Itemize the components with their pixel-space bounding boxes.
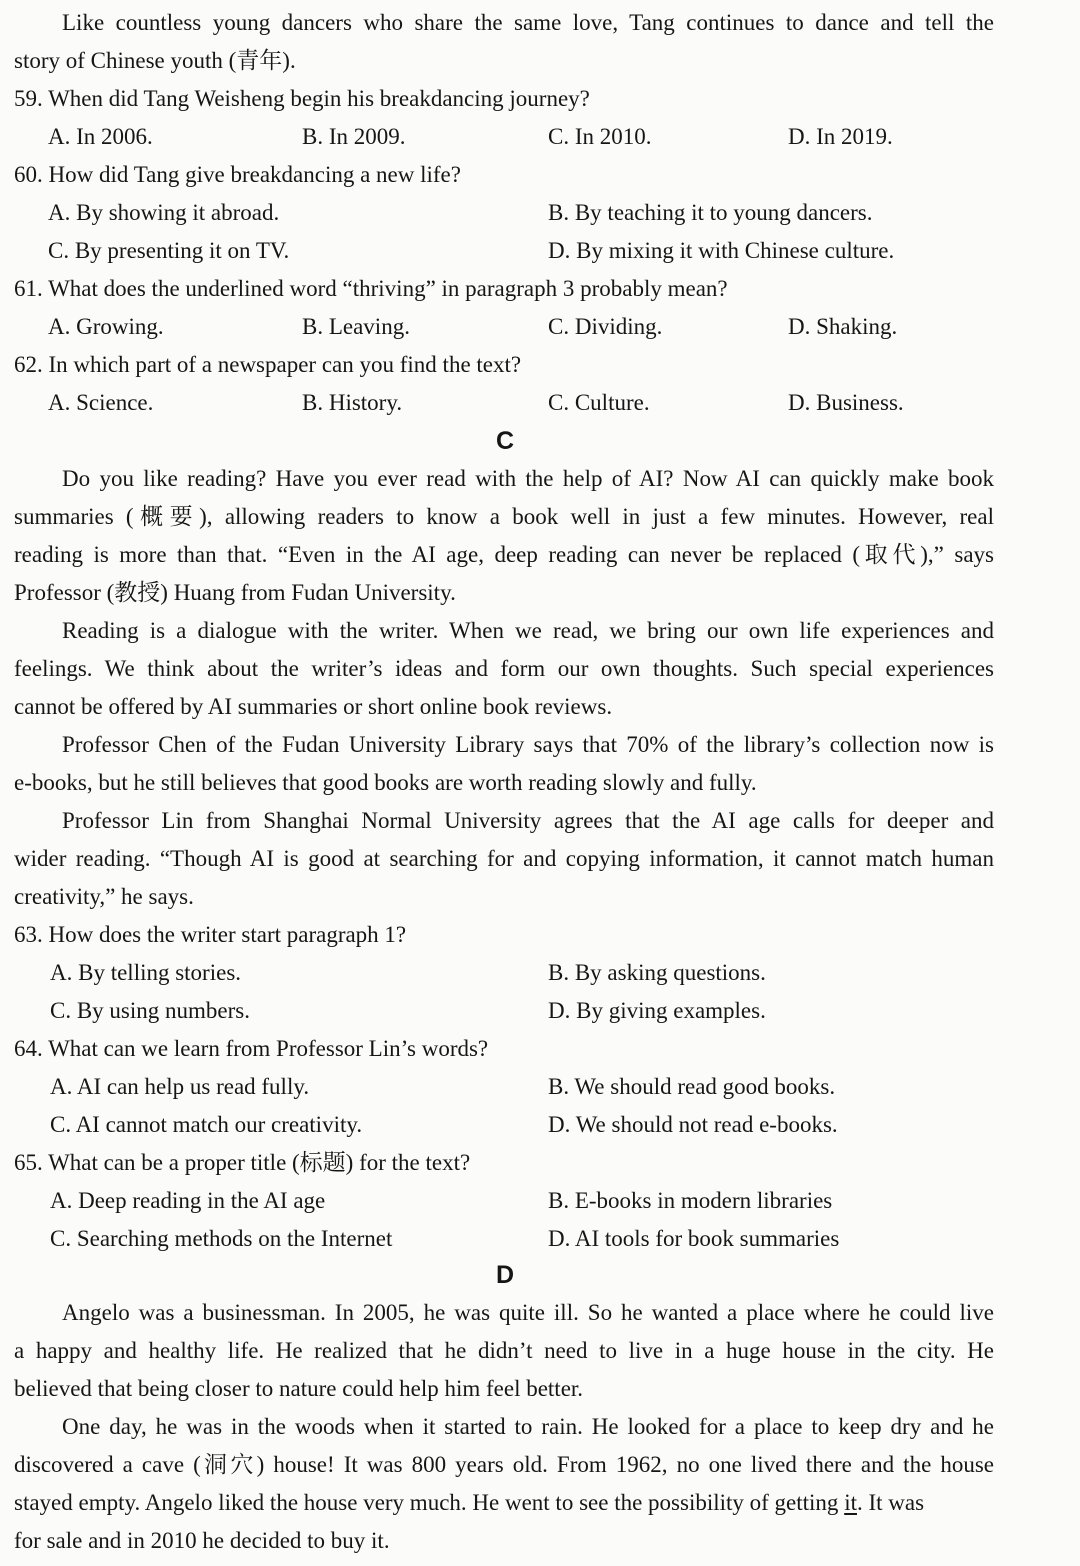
option[interactable]: D. By mixing it with Chinese culture.: [548, 238, 895, 263]
option[interactable]: C. Searching methods on the Internet: [50, 1226, 393, 1251]
question-60: 60. How did Tang give breakdancing a new life?: [14, 162, 461, 187]
option[interactable]: B. Leaving.: [302, 314, 410, 339]
option[interactable]: B. By teaching it to young dancers.: [548, 200, 873, 225]
paragraph-line: One day, he was in the woods when it started to rain. He looked for a place to keep dry and he: [62, 1414, 994, 1439]
question-61: 61. What does the underlined word “thriving” in paragraph 3 probably mean?: [14, 276, 728, 301]
question-65: 65. What can be a proper title (标题) for the text?: [14, 1150, 471, 1175]
paragraph-line: cannot be offered by AI summaries or short online book reviews.: [14, 694, 613, 719]
paragraph-line: Do you like reading? Have you ever read with the help of AI? Now AI can quickly make book: [62, 466, 994, 491]
option[interactable]: A. In 2006.: [48, 124, 153, 149]
paragraph-line: a happy and healthy life. He realized that he didn’t need to live in a huge house in the city. He: [14, 1338, 994, 1363]
paragraph-line: believed that being closer to nature could help him feel better.: [14, 1376, 584, 1401]
section-heading-d: D: [495, 1261, 515, 1289]
option[interactable]: A. By showing it abroad.: [48, 200, 280, 225]
option[interactable]: D. Shaking.: [788, 314, 898, 339]
passage-b-line: Like countless young dancers who share the same love, Tang continues to dance and tell the: [62, 10, 994, 35]
paragraph-line: creativity,” he says.: [14, 884, 194, 909]
paragraph-line: discovered a cave (洞穴) house! It was 800 years old. From 1962, no one lived there and the house: [14, 1452, 994, 1477]
option[interactable]: A. Deep reading in the AI age: [50, 1188, 326, 1213]
option[interactable]: C. By using numbers.: [50, 998, 250, 1023]
option[interactable]: A. Science.: [48, 390, 154, 415]
paragraph-line: Angelo was a businessman. In 2005, he was quite ill. So he wanted a place where he could live: [62, 1300, 994, 1325]
option[interactable]: C. By presenting it on TV.: [48, 238, 290, 263]
option[interactable]: D. We should not read e-books.: [548, 1112, 838, 1137]
paragraph-line: Reading is a dialogue with the writer. When we read, we bring our own life experiences and: [62, 618, 994, 643]
question-64: 64. What can we learn from Professor Lin’s words?: [14, 1036, 489, 1061]
option[interactable]: D. In 2019.: [788, 124, 893, 149]
paragraph-line: Professor (教授) Huang from Fudan University.: [14, 580, 456, 605]
option[interactable]: B. We should read good books.: [548, 1074, 836, 1099]
option[interactable]: B. History.: [302, 390, 403, 415]
paragraph-line: reading is more than that. “Even in the AI age, deep reading can never be replaced (取代),” says: [14, 542, 994, 567]
paragraph-line: feelings. We think about the writer’s ideas and form our own thoughts. Such special experiences: [14, 656, 994, 681]
paragraph-text: . It was: [856, 1490, 925, 1515]
option[interactable]: C. Dividing.: [548, 314, 663, 339]
underlined-word: it: [844, 1490, 857, 1515]
option[interactable]: A. AI can help us read fully.: [50, 1074, 310, 1099]
option[interactable]: D. Business.: [788, 390, 904, 415]
option[interactable]: A. Growing.: [48, 314, 164, 339]
paragraph-line: Professor Chen of the Fudan University Library says that 70% of the library’s collection now is: [62, 732, 994, 757]
option[interactable]: C. Culture.: [548, 390, 650, 415]
paragraph-line: wider reading. “Though AI is good at searching for and copying information, it cannot match human: [14, 846, 994, 871]
question-62: 62. In which part of a newspaper can you find the text?: [14, 352, 522, 377]
paragraph-line: [14, 1484, 994, 1522]
option[interactable]: C. In 2010.: [548, 124, 652, 149]
paragraph-line: e-books, but he still believes that good books are worth reading slowly and fully.: [14, 770, 757, 795]
option[interactable]: D. AI tools for book summaries: [548, 1226, 840, 1251]
question-59: 59. When did Tang Weisheng begin his breakdancing journey?: [14, 86, 590, 111]
option[interactable]: B. In 2009.: [302, 124, 406, 149]
option[interactable]: C. AI cannot match our creativity.: [50, 1112, 363, 1137]
option[interactable]: A. By telling stories.: [50, 960, 242, 985]
option[interactable]: B. E-books in modern libraries: [548, 1188, 833, 1213]
option[interactable]: D. By giving examples.: [548, 998, 766, 1023]
paragraph-line: summaries (概要), allowing readers to know a book well in just a few minutes. However, real: [14, 504, 994, 529]
paragraph-line: Professor Lin from Shanghai Normal University agrees that the AI age calls for deeper and: [62, 808, 994, 833]
paragraph-line: for sale and in 2010 he decided to buy it.: [14, 1528, 390, 1553]
question-63: 63. How does the writer start paragraph 1?: [14, 922, 407, 947]
option[interactable]: B. By asking questions.: [548, 960, 766, 985]
passage-b-line: story of Chinese youth (青年).: [14, 48, 296, 73]
section-heading-c: C: [495, 427, 515, 455]
paragraph-text: stayed empty. Angelo liked the house very much. He went to see the possibility of getting: [14, 1490, 845, 1515]
